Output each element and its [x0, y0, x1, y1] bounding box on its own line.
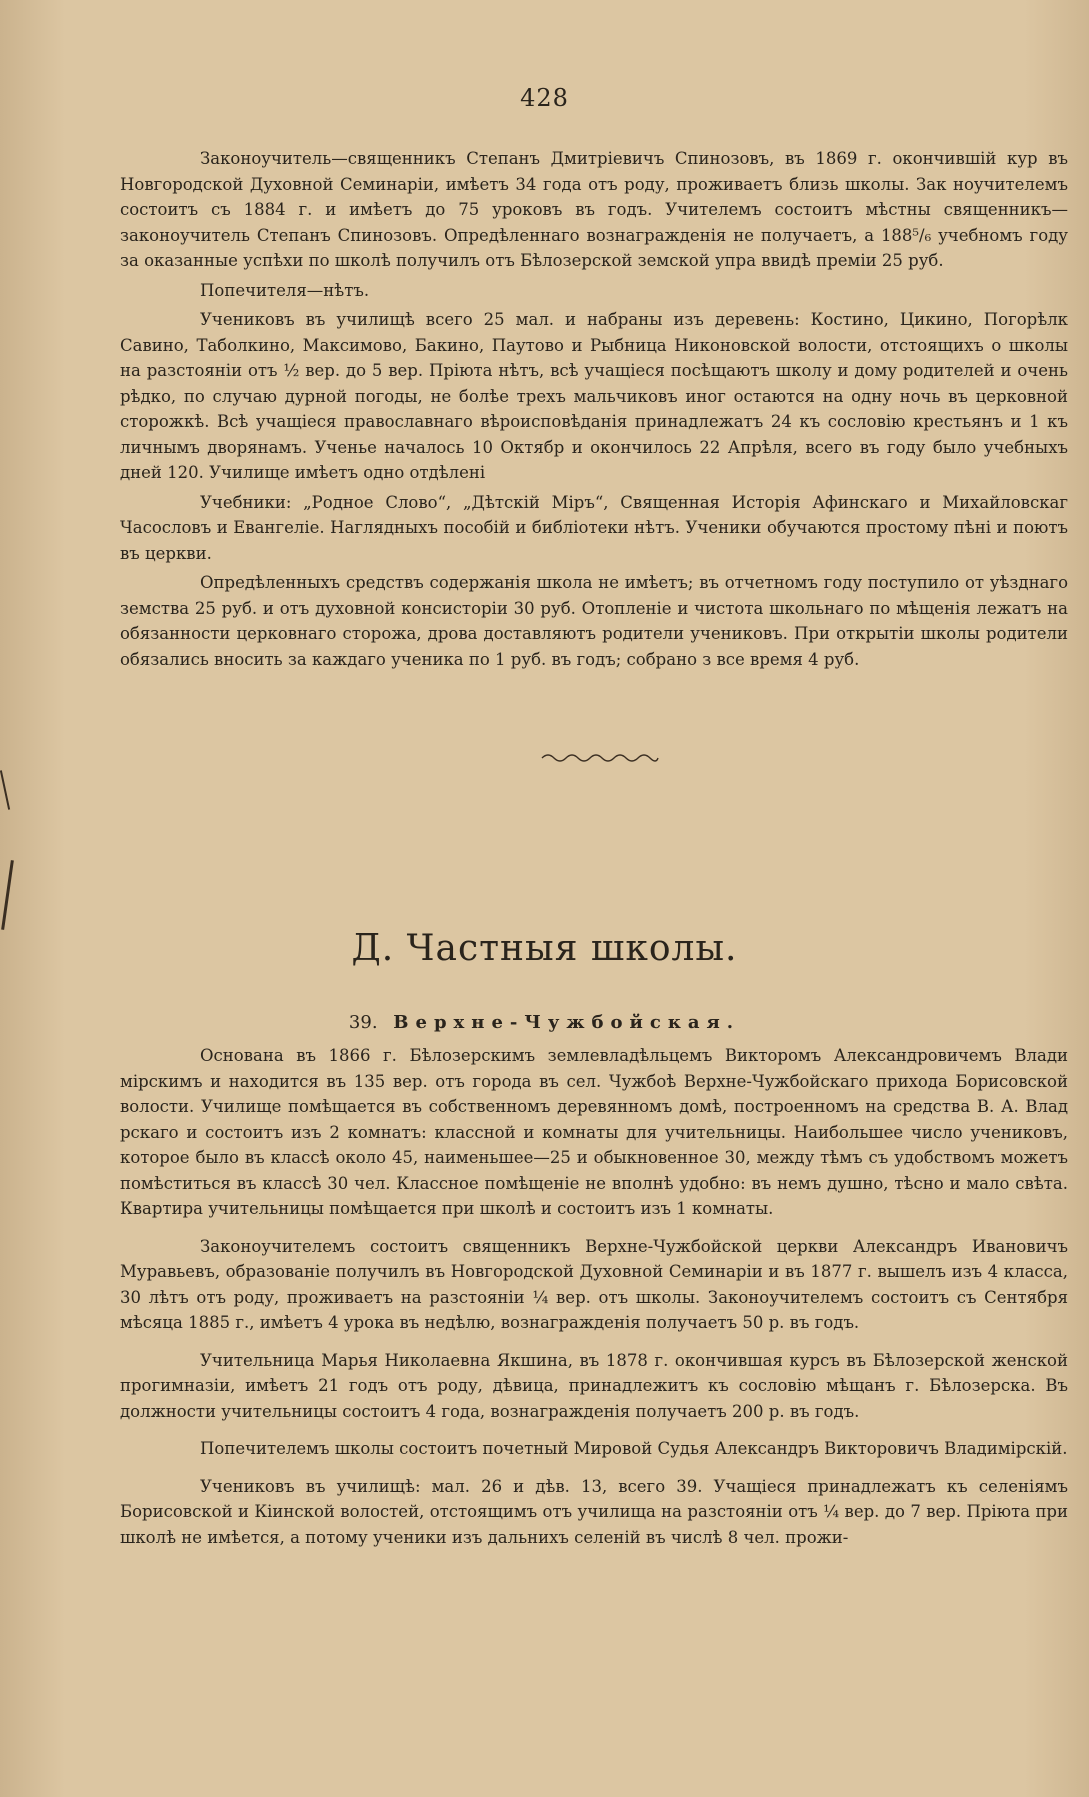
paragraph: Учебники: „Родное Слово“, „Дѣтскій Міръ“, Священная Исторія Афинскаго и Михайловскаг Часословъ и Евангеліе. Наглядныхъ пособій и библіотеки нѣтъ. Ученики обучаются простому пѣні и поютъ въ церкви. [120, 492, 1068, 563]
ornament-divider [540, 752, 660, 764]
paragraph: Опредѣленныхъ средствъ содержанія школа не имѣетъ; въ отчетномъ году поступило от уѣзднаго земства 25 руб. и отъ духовной консисторіи 30 руб. Отопленіе и чистота школьнаго по мѣщенія лежатъ на обязанности церковнаго сторожа, дрова доставляютъ родители учениковъ. При открытіи школы родители обязались вносить за каждаго ученика по 1 руб. въ годъ; собрано з все время 4 руб. [120, 573, 1068, 669]
school-number: 39. [348, 1012, 378, 1033]
edge-mark [1, 860, 14, 930]
paragraph: Учительница Марья Николаевна Якшина, въ 1878 г. окончившая курсъ въ Бѣлозерской женской прогимназіи, имѣетъ 21 годъ отъ роду, дѣвица, принадлежитъ къ сословію мѣщанъ г. Бѣлозерска. Въ должности учительницы состоитъ 4 года, вознагражденія получаетъ 200 р. въ годъ. [120, 1350, 1068, 1421]
paragraph: Попечителемъ школы состоитъ почетный Мировой Судья Александръ Викторовичъ Владимірскій. [200, 1439, 1068, 1458]
section-title: Д. Частныя школы. [351, 928, 738, 969]
school-name: Верхне-Чужбойская. [393, 1012, 741, 1033]
school-section [120, 1043, 1068, 1562]
paragraph: Попечителя—нѣтъ. [200, 280, 370, 300]
paragraph: Законоучитель—священникъ Степанъ Дмитріевичъ Спинозовъ, въ 1869 г. окончившій кур въ Новгородской Духовной Семинаріи, имѣетъ 34 года отъ роду, проживаетъ близь школы. Зак ноучителемъ состоитъ съ 1884 г. и имѣетъ до 75 уроковъ въ годъ. Учителемъ состоитъ мѣстны священникъ—законоучитель Степанъ Спинозовъ. Опредѣленнаго вознагражденія не получаетъ, а 188⁵/₆ учебномъ году за оказанные успѣхи по школѣ получилъ отъ Бѣлозерской земской упра ввидѣ преміи 25 руб. [120, 149, 1068, 270]
paragraph: Законоучителемъ состоитъ священникъ Верхне-Чужбойской церкви Александръ Ивановичъ Муравьевъ, образованіе получилъ въ Новгородской Духовной Семинаріи и въ 1877 г. вышелъ изъ 4 класса, 30 лѣтъ отъ роду, проживаетъ на разстояніи ¼ вер. отъ школы. Законоучителемъ состоитъ съ Сентября мѣсяца 1885 г., имѣетъ 4 урока въ недѣлю, вознагражденія получаетъ 50 р. въ годъ. [120, 1236, 1068, 1332]
edge-mark [0, 770, 10, 810]
paragraph: Основана въ 1866 г. Бѣлозерскимъ землевладѣльцемъ Викторомъ Александровичемъ Влади мірскимъ и находится въ 135 вер. отъ города въ сел. Чужбоѣ Верхне-Чужбойскаго прихода Борисовской волости. Училище помѣщается въ собственномъ деревянномъ домѣ, построенномъ на средства В. А. Влад рскаго и состоитъ изъ 2 комнатъ: классной и комнаты для учительницы. Наибольшее число учениковъ, которое было въ классѣ около 45, наименьшее—25 и обыкновенное 30, между тѣмъ съ удобствомъ можетъ помѣститься въ классѣ 30 чел. Классное помѣщеніе не вполнѣ удобно: въ немъ душно, тѣсно и мало свѣта. Квартира учительницы помѣщается при школѣ и состоитъ изъ 1 комнаты. [120, 1046, 1068, 1218]
paragraph: Учениковъ въ училищѣ: мал. 26 и дѣв. 13, всего 39. Учащіеся принадлежатъ къ селеніямъ Борисовской и Кіинской волостей, отстоящимъ отъ училища на разстояніи отъ ¼ вер. до 7 вер. Пріюта при школѣ не имѣется, а потому ученики изъ дальнихъ селеній въ числѣ 8 чел. прожи- [120, 1476, 1068, 1547]
school-heading [0, 1012, 1089, 1033]
top-section [120, 146, 1068, 676]
page-number: 428 [520, 84, 569, 112]
paragraph: Учениковъ въ училищѣ всего 25 мал. и набраны изъ деревень: Костино, Цикино, Погорѣлк Савино, Таболкино, Максимово, Бакино, Паутово и Рыбница Никоновской волости, отстоящихъ о школы на разстояніи отъ ½ вер. до 5 вер. Пріюта нѣтъ, всѣ учащіеся посѣщаютъ школу и дому родителей и очень рѣдко, по случаю дурной погоды, не болѣе трехъ мальчиковъ иног остаются на одну ночь въ церковной сторожкѣ. Всѣ учащіеся православнаго вѣроисповѣданія принадлежатъ 24 къ сословію крестьянъ и 1 къ личнымъ дворянамъ. Ученье началось 10 Октябр и окончилось 22 Апрѣля, всего въ году было учебныхъ дней 120. Училище имѣетъ одно отдѣлені [120, 310, 1068, 482]
